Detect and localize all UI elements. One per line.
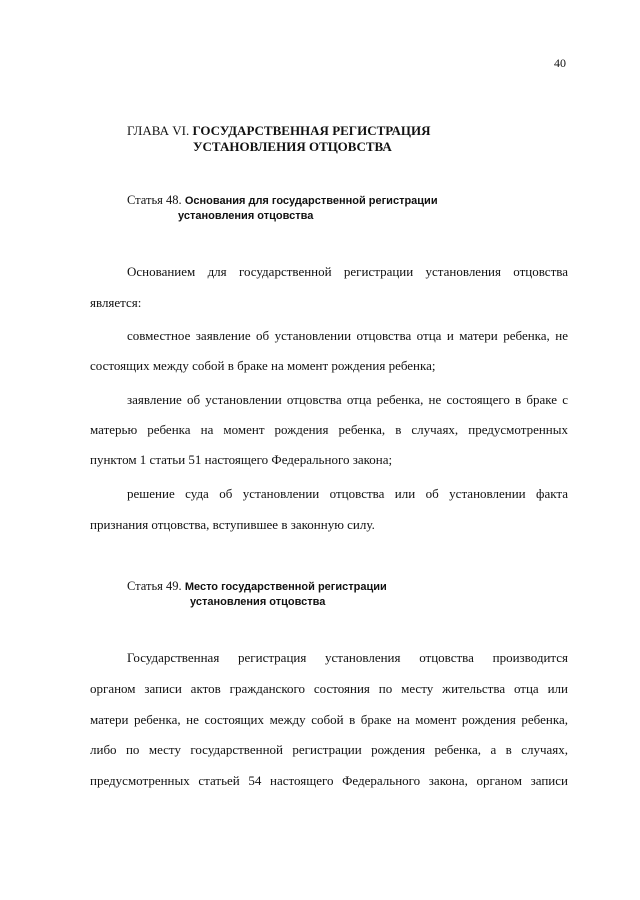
article-48-heading <box>127 193 438 224</box>
article-49-paragraph-line: матери ребенка, не состоящих между собой в браке на момент рождения ребенка, <box>90 712 568 727</box>
article-48-title-line2: установления отцовства <box>178 210 314 222</box>
article-48-heading-line1 <box>127 193 438 209</box>
article-48-paragraph-line: Основанием для государственной регистрации установления отцовства <box>127 264 568 279</box>
chapter-heading-line1 <box>127 123 431 139</box>
article-48-paragraph-line: пунктом 1 статьи 51 настоящего Федерального закона; <box>90 452 393 467</box>
article-49-heading <box>127 579 387 610</box>
article-48-label: Статья 48. <box>127 193 182 207</box>
article-49-paragraph-line: органом записи актов гражданского состояния по месту жительства отца или <box>90 681 568 696</box>
article-49-title-line1: Место государственной регистрации <box>184 581 387 593</box>
article-48-paragraph-line: признания отцовства, вступившее в законную силу. <box>90 517 375 532</box>
chapter-title-line2: УСТАНОВЛЕНИЯ ОТЦОВСТВА <box>193 139 392 154</box>
article-48-paragraph-line: является: <box>90 295 142 310</box>
article-48-title-line1: Основания для государственной регистрации <box>184 195 438 207</box>
chapter-title-line1: ГОСУДАРСТВЕННАЯ РЕГИСТРАЦИЯ <box>192 123 431 138</box>
article-49-paragraph-line: предусмотренных статьей 54 настоящего Федерального закона, органом записи <box>90 773 568 788</box>
article-49-title-line2: установления отцовства <box>190 596 326 608</box>
chapter-label: ГЛАВА VI. <box>127 123 190 138</box>
article-49-heading-line1 <box>127 579 387 595</box>
article-48-paragraph-line: совместное заявление об установлении отцовства отца и матери ребенка, не <box>127 328 568 343</box>
article-49-label: Статья 49. <box>127 579 182 593</box>
article-49-paragraph-line: Государственная регистрация установления отцовства производится <box>127 650 568 665</box>
article-48-paragraph-line: матерью ребенка на момент рождения ребенка, в случаях, предусмотренных <box>90 422 568 437</box>
chapter-heading <box>127 123 431 155</box>
page-number: 40 <box>554 56 566 70</box>
article-48-paragraph-line: решение суда об установлении отцовства или об установлении факта <box>127 486 568 501</box>
article-48-paragraph-line: состоящих между собой в браке на момент рождения ребенка; <box>90 358 436 373</box>
article-48-paragraph-line: заявление об установлении отцовства отца ребенка, не состоящего в браке с <box>127 392 568 407</box>
article-49-paragraph-line: либо по месту государственной регистрации рождения ребенка, а в случаях, <box>90 742 568 757</box>
